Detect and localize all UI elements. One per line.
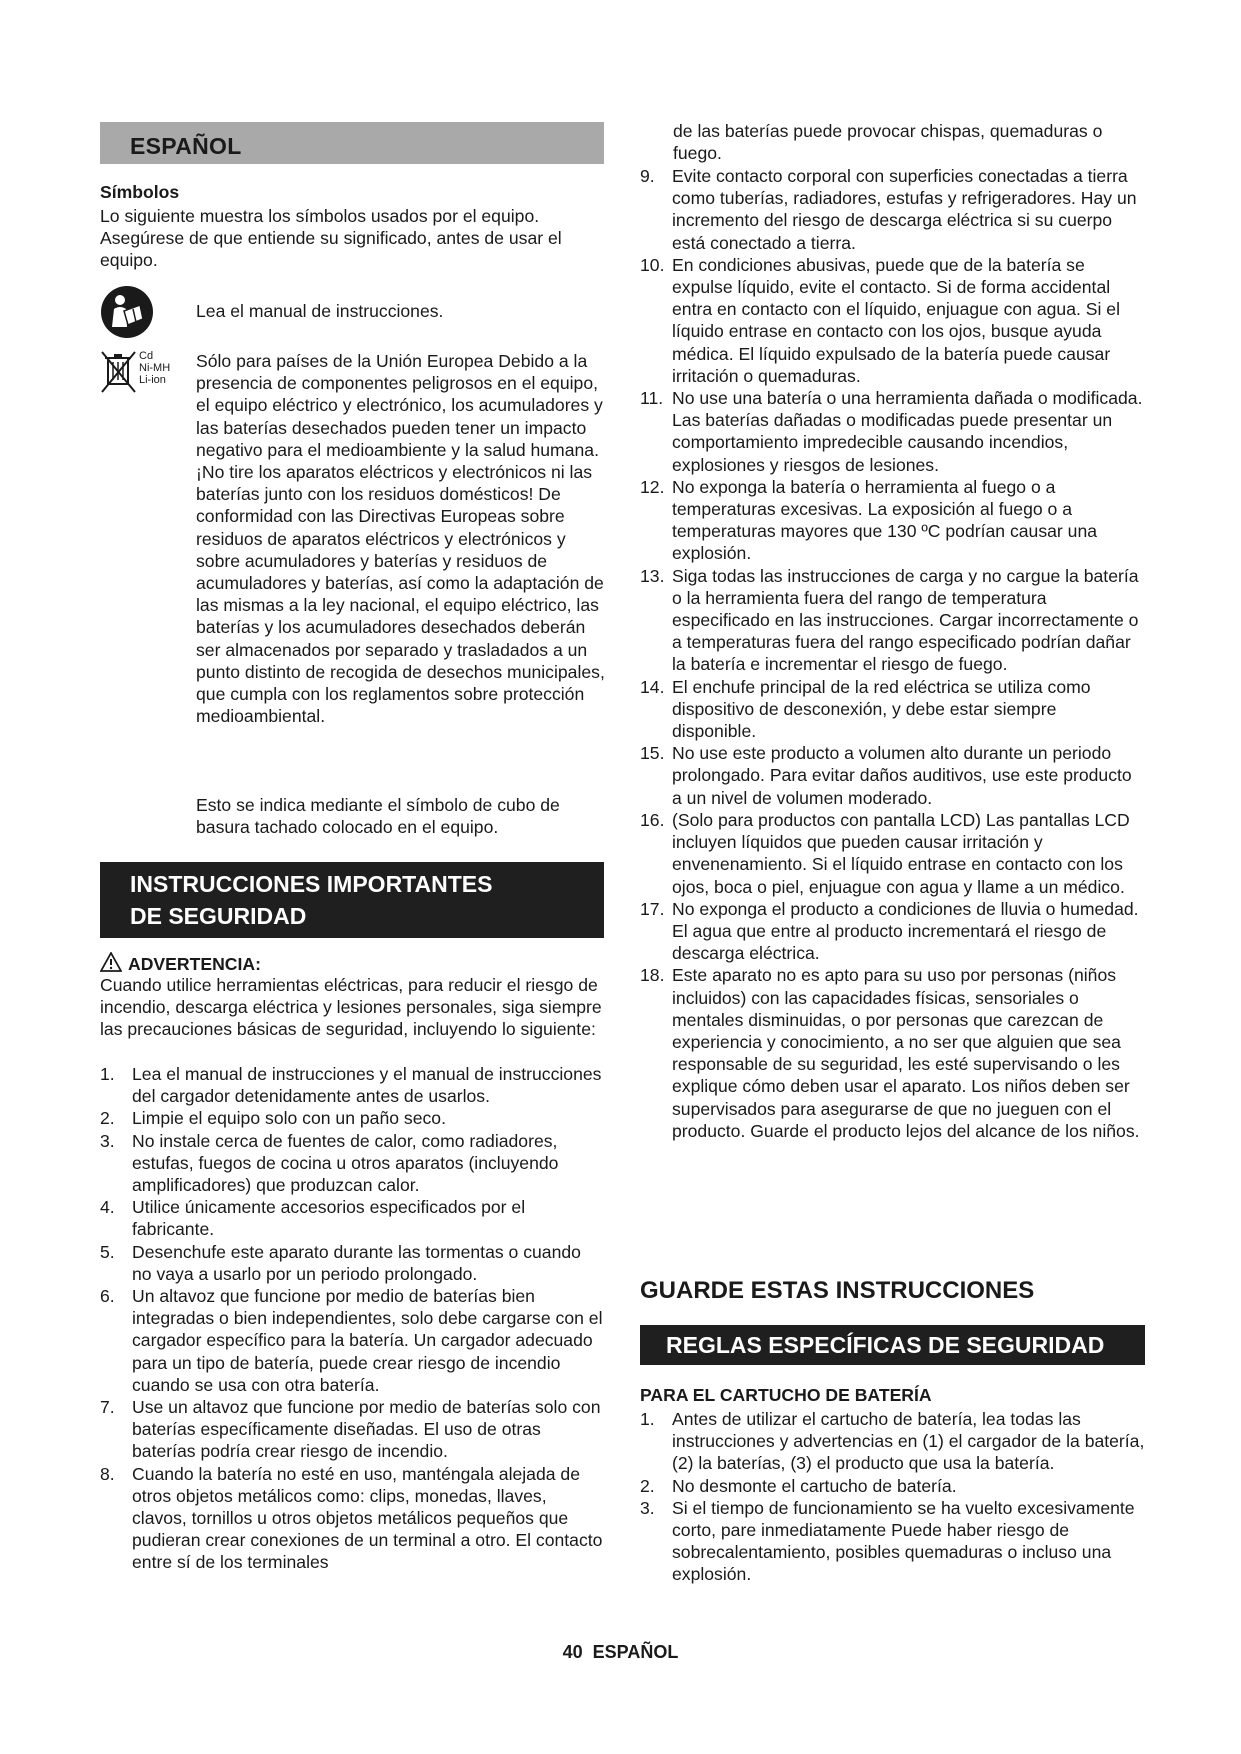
weee-symbol-note: Esto se indica mediante el símbolo de cubo de basura tachado colocado en el equipo. (196, 795, 560, 838)
list-item: 18. Este aparato no es apto para su uso por personas (niños incluidos) con las capacidades físicas, sensoriales o mentales disminuidas, o por personas que carezcan de experiencia y conocimiento, a no ser que alguien que sea responsable de su seguridad, les esté supervisando o les explique cómo deben usar el aparato. Los niños deben ser supervisados para asegurarse de que no jueguen con el producto. Guarde el producto lejos del alcance de los niños. (640, 965, 1140, 1141)
page-footer (0, 1642, 1241, 1663)
list-item: 1. Lea el manual de instrucciones y el manual de instrucciones del cargador detenidamente antes de usarlos. (100, 1064, 602, 1107)
safety-list-left (100, 1063, 605, 1574)
list-item: 2. Limpie el equipo solo con un paño seco. (100, 1108, 446, 1129)
warning-intro: Cuando utilice herramientas eléctricas, para reducir el riesgo de incendio, descarga eléctrica y lesiones personales, siga siempre las precauciones básicas de seguridad, incluyendo lo siguiente: (100, 975, 602, 1040)
battery-label-cd: Cd (139, 350, 154, 362)
battery-type-labels (139, 350, 170, 386)
footer-language: ESPAÑOL (592, 1642, 679, 1662)
language-banner (100, 122, 604, 164)
battery-label-liion: Li-ion (139, 374, 166, 386)
continuation-text: de las baterías puede provocar chispas, quemaduras o fuego. (673, 121, 1103, 164)
rules-banner-title: REGLAS ESPECÍFICAS DE SEGURIDAD (666, 1332, 1105, 1358)
save-instructions-heading: GUARDE ESTAS INSTRUCCIONES (640, 1277, 1035, 1304)
list-item: 1. Antes de utilizar el cartucho de batería, lea todas las instrucciones y advertencias en (1) el cargador de la batería, (2) la baterías, (3) el producto que usa la batería. (640, 1409, 1145, 1474)
safety-banner (100, 862, 604, 938)
list-item: 5. Desenchufe este aparato durante las tormentas o cuando no vaya a usarlo por un periodo prolongado. (100, 1241, 581, 1284)
safety-banner-line1: INSTRUCCIONES IMPORTANTES (130, 871, 493, 897)
list-item: 9. Evite contacto corporal con superficies conectadas a tierra como tuberías, radiadores, estufas y refrigeradores. Hay un incremento del riesgo de descarga eléctrica si su cuerpo está conectado a tierra. (640, 166, 1137, 253)
battery-label-nimh: Ni-MH (139, 362, 171, 374)
list-item: 8. Cuando la batería no esté en uso, manténgala alejada de otros objetos metálicos como: clips, monedas, llaves, clavos, tornillos u otros objetos metálicos pequeños que pudieran crear conexiones de un terminal a otro. El contacto entre sí de los terminales (100, 1463, 603, 1573)
battery-heading: PARA EL CARTUCHO DE BATERÍA (640, 1385, 932, 1405)
list-item: 17. No exponga el producto a condiciones de lluvia o humedad. El agua que entre al producto incrementará el riesgo de descarga eléctrica. (640, 898, 1139, 964)
list-item: 3. No instale cerca de fuentes de calor, como radiadores, estufas, fuegos de cocina u otros aparatos (incluyendo amplificadores) que produzcan calor. (100, 1130, 559, 1196)
warning-heading: ADVERTENCIA: (128, 954, 261, 974)
safety-list-right (640, 165, 1145, 1142)
list-item: 4. Utilice únicamente accesorios especificados por el fabricante. (100, 1197, 526, 1240)
read-manual-icon (100, 285, 154, 344)
list-item: 7. Use un altavoz que funcione por medio de baterías solo con baterías específicamente diseñadas. El uso de otras baterías podría crear riesgo de incendio. (100, 1397, 601, 1462)
list-item: 11. No use una batería o una herramienta dañada o modificada. Las baterías dañadas o modificadas puede presentar un comportamiento impredecible causando incendios, explosiones y riesgos de lesiones. (640, 388, 1143, 475)
list-item: 13. Siga todas las instrucciones de carga y no cargue la batería o la herramienta fuera del rango de temperatura especificado en las instrucciones. Cargar incorrectamente o a temperaturas fuera del rango especificado podrían dañar la batería e incrementar el riesgo de fuego. (640, 565, 1139, 675)
list-item: 14. El enchufe principal de la red eléctrica se utiliza como dispositivo de desconexión, y debe estar siempre disponible. (640, 676, 1091, 742)
list-item: 12. No exponga la batería o herramienta al fuego o a temperaturas excesivas. La exposición al fuego o a temperaturas mayores que 130 ºC podrían causar una explosión. (640, 476, 1098, 564)
list-item: 6. Un altavoz que funcione por medio de baterías bien integradas o bien independientes, solo debe cargarse con el cargador específico para la batería. Un cargador adecuado para un tipo de batería, puede crear riesgo de incendio cuando se usa con otra batería. (100, 1286, 603, 1395)
safety-banner-line2: DE SEGURIDAD (130, 903, 307, 929)
list-item: 15. No use este producto a volumen alto durante un periodo prolongado. Para evitar daños auditivos, use este producto a un nivel de volumen moderado. (640, 743, 1132, 808)
battery-list (640, 1408, 1145, 1586)
rules-banner (640, 1325, 1145, 1365)
weee-text: Sólo para países de la Unión Europea Debido a la presencia de componentes peligrosos en el equipo, el equipo eléctrico y electrónico, los acumuladores y las baterías desechados pueden tener un impacto negativo para el medioambiente y la salud humana. ¡No tire los aparatos eléctricos y electrónicos ni las baterías junto con los residuos domésticos! De conformidad con las Directivas Europeas sobre residuos de aparatos eléctricos y electrónicos y sobre acumuladores y baterías y residuos de acumuladores y baterías, así como la adaptación de las mismas a la ley nacional, el equipo eléctrico, las baterías y los acumuladores desechados deberán ser almacenados por separado y trasladados a un punto distinto de recogida de desechos municipales, que cumpla con los reglamentos sobre protección medioambiental. (196, 351, 605, 727)
symbols-intro: Lo siguiente muestra los símbolos usados por el equipo. Asegúrese de que entiende su significado, antes de usar el equipo. (100, 206, 562, 271)
language-banner-title: ESPAÑOL (130, 132, 242, 159)
list-item: 2. No desmonte el cartucho de batería. (640, 1475, 957, 1496)
list-item: 3. Si el tiempo de funcionamiento se ha vuelto excesivamente corto, pare inmediatamente Puede haber riesgo de sobrecalentamiento, posibles quemaduras o incluso una explosión. (640, 1497, 1135, 1585)
symbols-heading: Símbolos (100, 182, 180, 202)
list-item: 16. (Solo para productos con pantalla LCD) Las pantallas LCD incluyen líquidos que pueden causar irritación y envenenamiento. Si el líquido entrase en contacto con los ojos, boca o piel, enjuague con agua y llame a un médico. (640, 809, 1130, 897)
list-item: 10. En condiciones abusivas, puede que de la batería se expulse líquido, evite el contacto. Si de forma accidental entra en contacto con el líquido, enjuague con agua. Si el líquido entrase en contacto con los ojos, busque ayuda médica. El líquido expulsado de la batería puede causar irritación o quemaduras. (640, 254, 1120, 386)
crossed-bin-icon (100, 350, 138, 399)
page-number: 40 (562, 1642, 583, 1662)
read-manual-text: Lea el manual de instrucciones. (196, 301, 444, 321)
